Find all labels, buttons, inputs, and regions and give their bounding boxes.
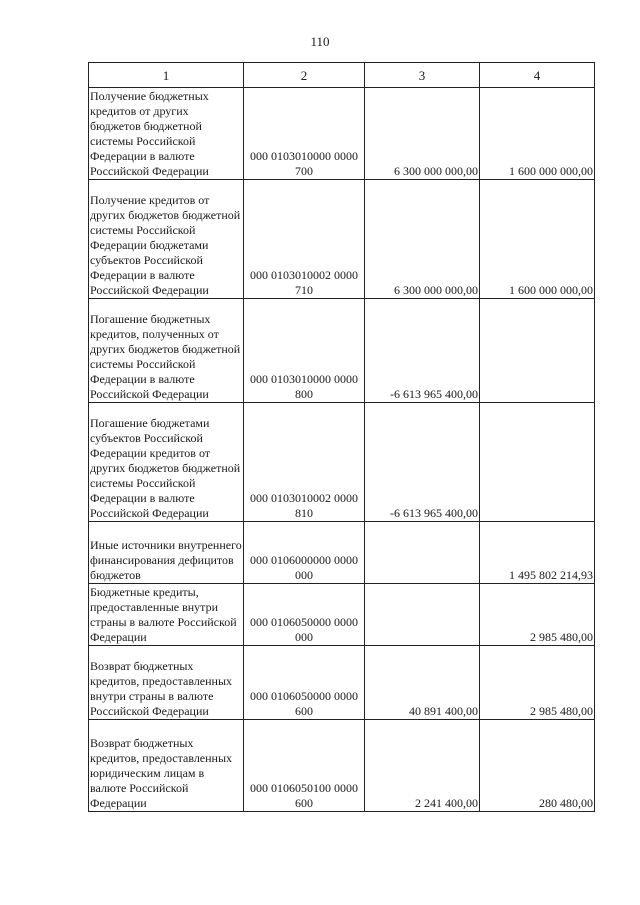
- row-value-col4: [480, 403, 595, 522]
- row-name-cell: Погашение бюджетных кредитов, полученных от других бюджетов бюджетной системы Российской Федерации в валюте Российской Федерации: [89, 299, 244, 403]
- table-row: [89, 584, 595, 646]
- row-value-col3: [365, 584, 480, 646]
- row-value-col3: -6 613 965 400,00: [365, 299, 480, 403]
- table-row: [89, 88, 595, 180]
- budget-sources-table: [88, 62, 595, 812]
- row-value-col3: 6 300 000 000,00: [365, 88, 480, 180]
- row-name-cell: Иные источники внутреннего финансирования дефицитов бюджетов: [89, 522, 244, 584]
- row-name-cell: Возврат бюджетных кредитов, предоставленных юридическим лицам в валюте Российской Федерации: [89, 720, 244, 812]
- row-code-cell: 000 0103010002 0000 810: [244, 403, 365, 522]
- row-code-cell: 000 0106000000 0000 000: [244, 522, 365, 584]
- column-header: 3: [365, 63, 480, 88]
- row-value-col4: [480, 299, 595, 403]
- table-row: [89, 646, 595, 720]
- table-row: [89, 720, 595, 812]
- table-row: [89, 522, 595, 584]
- row-code-cell: 000 0103010000 0000 800: [244, 299, 365, 403]
- row-value-col4: 2 985 480,00: [480, 584, 595, 646]
- table-row: [89, 299, 595, 403]
- row-value-col4: 1 600 000 000,00: [480, 88, 595, 180]
- row-value-col3: 40 891 400,00: [365, 646, 480, 720]
- row-value-col4: 1 495 802 214,93: [480, 522, 595, 584]
- row-value-col3: 6 300 000 000,00: [365, 180, 480, 299]
- column-header: 4: [480, 63, 595, 88]
- row-name-cell: Бюджетные кредиты, предоставленные внутри страны в валюте Российской Федерации: [89, 584, 244, 646]
- row-code-cell: 000 0106050100 0000 600: [244, 720, 365, 812]
- page-number: 110: [310, 34, 330, 49]
- row-code-cell: 000 0106050000 0000 600: [244, 646, 365, 720]
- row-name-cell: Получение кредитов от других бюджетов бюджетной системы Российской Федерации бюджетами субъектов Российской Федерации в валюте Российской Федерации: [89, 180, 244, 299]
- row-code-cell: 000 0106050000 0000 000: [244, 584, 365, 646]
- row-code-cell: 000 0103010002 0000 710: [244, 180, 365, 299]
- row-value-col3: 2 241 400,00: [365, 720, 480, 812]
- row-name-cell: Получение бюджетных кредитов от других бюджетов бюджетной системы Российской Федерации в валюте Российской Федерации: [89, 88, 244, 180]
- column-header: 1: [89, 63, 244, 88]
- table-row: [89, 180, 595, 299]
- row-name-cell: Погашение бюджетами субъектов Российской Федерации кредитов от других бюджетов бюджетной системы Российской Федерации в валюте Российской Федерации: [89, 403, 244, 522]
- row-value-col4: 1 600 000 000,00: [480, 180, 595, 299]
- row-code-cell: 000 0103010000 0000 700: [244, 88, 365, 180]
- column-header: 2: [244, 63, 365, 88]
- row-value-col4: 280 480,00: [480, 720, 595, 812]
- row-name-cell: Возврат бюджетных кредитов, предоставленных внутри страны в валюте Российской Федерации: [89, 646, 244, 720]
- row-value-col4: 2 985 480,00: [480, 646, 595, 720]
- table-header-row: [89, 63, 595, 88]
- row-value-col3: [365, 522, 480, 584]
- row-value-col3: -6 613 965 400,00: [365, 403, 480, 522]
- table-row: [89, 403, 595, 522]
